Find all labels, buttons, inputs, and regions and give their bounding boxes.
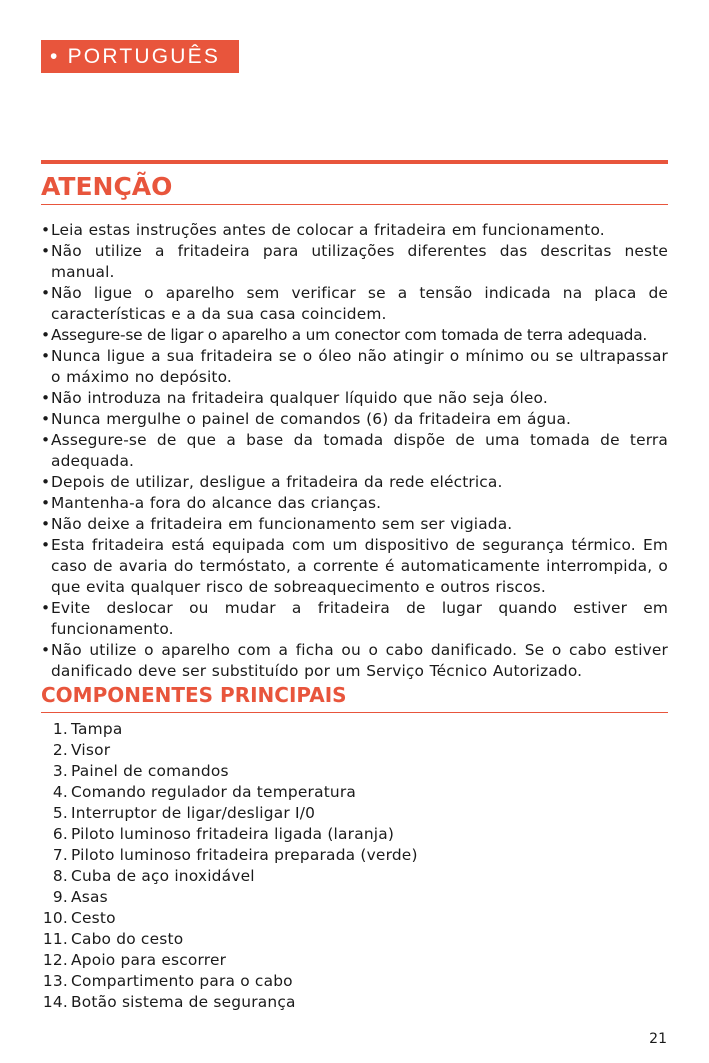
- page-number: 21: [649, 1031, 667, 1047]
- language-tab: • PORTUGUÊS: [41, 40, 239, 73]
- component-item: 2. Visor: [52, 741, 111, 759]
- component-item: 8. Cuba de aço inoxidável: [52, 867, 255, 885]
- component-item: 12. Apoio para escorrer: [42, 951, 227, 969]
- attention-item: • Não ligue o aparelho sem verificar se a tensão indicada na placa de características e a da sua casa coincidem.: [41, 284, 668, 323]
- component-item: 13. Compartimento para o cabo: [42, 972, 293, 990]
- component-item: 4. Comando regulador da temperatura: [52, 783, 357, 801]
- component-item: 7. Piloto luminoso fritadeira preparada (verde): [52, 846, 418, 864]
- component-item: 14. Botão sistema de segurança: [42, 993, 296, 1011]
- attention-item: • Esta fritadeira está equipada com um dispositivo de segurança térmico. Em caso de avaria do termóstato, a corrente é automaticamente interrompida, o que evita qualquer risco de sobreaquecimento e outros riscos.: [41, 536, 668, 596]
- attention-item: • Mantenha-a fora do alcance das crianças.: [41, 494, 382, 512]
- attention-item: • Assegure-se de ligar o aparelho a um conector com tomada de terra adequada.: [41, 326, 648, 344]
- attention-item: • Assegure-se de que a base da tomada dispõe de uma tomada de terra adequada.: [41, 431, 668, 470]
- attention-item: • Nunca ligue a sua fritadeira se o óleo não atingir o mínimo ou se ultrapassar o máximo no depósito.: [41, 347, 668, 386]
- attention-item: • Não introduza na fritadeira qualquer líquido que não seja óleo.: [41, 389, 548, 407]
- attention-item: • Não utilize o aparelho com a ficha ou o cabo danificado. Se o cabo estiver danificado deve ser substituído por um Serviço Técnico Autorizado.: [41, 641, 668, 680]
- components-heading: COMPONENTES PRINCIPAIS: [41, 679, 668, 713]
- component-item: 3. Painel de comandos: [52, 762, 229, 780]
- attention-item: • Leia estas instruções antes de colocar a fritadeira em funcionamento.: [41, 221, 605, 239]
- component-item: 9. Asas: [52, 888, 108, 906]
- attention-item: • Evite deslocar ou mudar a fritadeira de lugar quando estiver em funcionamento.: [41, 599, 668, 638]
- component-item: 10. Cesto: [42, 909, 116, 927]
- component-item: 11. Cabo do cesto: [42, 930, 184, 948]
- component-item: 5. Interruptor de ligar/desligar I/0: [52, 804, 316, 822]
- attention-item: • Depois de utilizar, desligue a fritadeira da rede eléctrica.: [41, 473, 503, 491]
- attention-item: • Não deixe a fritadeira em funcionamento sem ser vigiada.: [41, 515, 513, 533]
- component-item: 6. Piloto luminoso fritadeira ligada (laranja): [52, 825, 395, 843]
- attention-heading: ATENÇÃO: [41, 160, 668, 205]
- components-list: [41, 719, 541, 1013]
- attention-list: [41, 220, 668, 682]
- attention-item: • Não utilize a fritadeira para utilizações diferentes das descritas neste manual.: [41, 242, 668, 281]
- attention-item: • Nunca mergulhe o painel de comandos (6) da fritadeira em água.: [41, 410, 572, 428]
- component-item: 1. Tampa: [52, 720, 123, 738]
